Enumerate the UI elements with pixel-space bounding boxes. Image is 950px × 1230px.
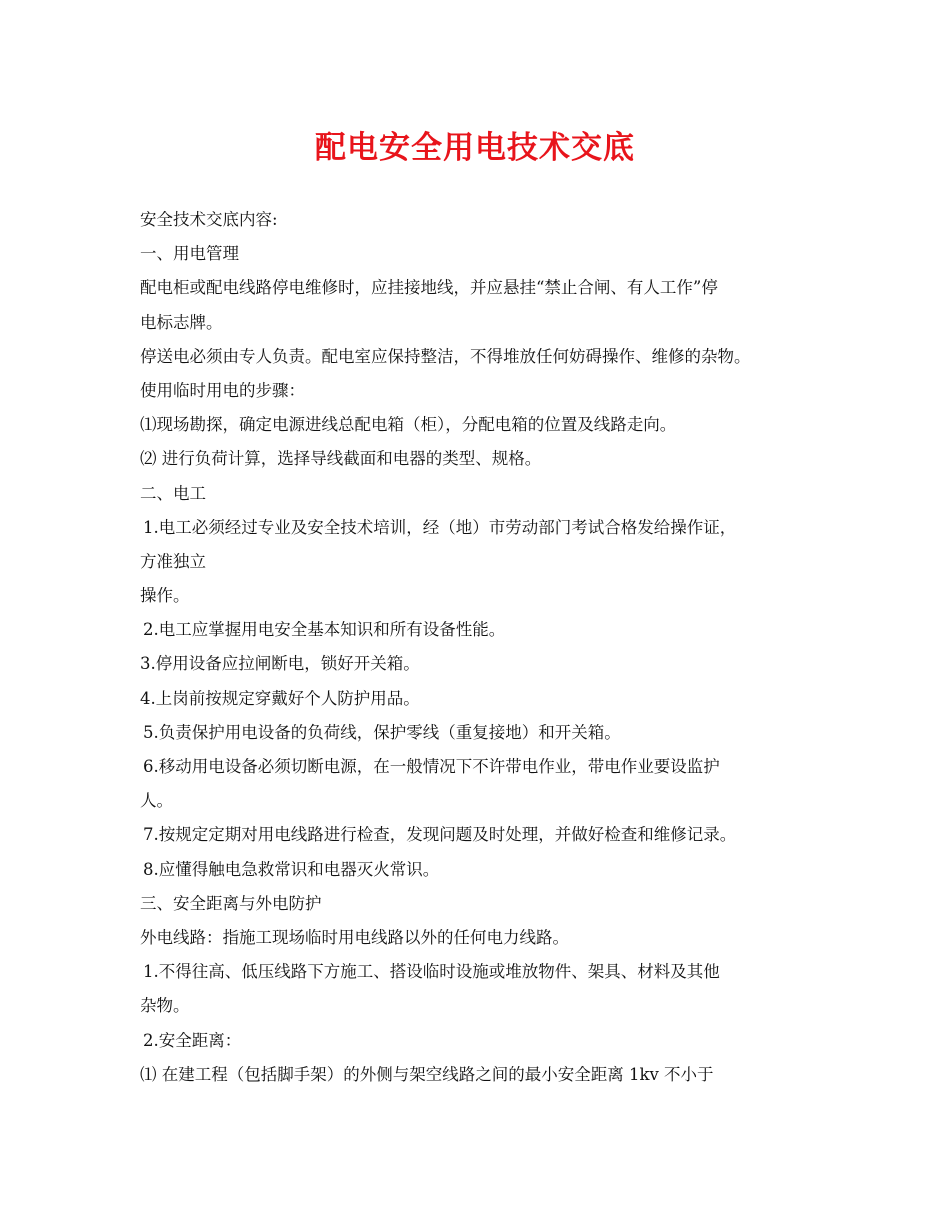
body-line: 7.按规定定期对用电线路进行检查，发现问题及时处理，并做好检查和维修记录。 [143,825,737,845]
body-line: 5.负责保护用电设备的负荷线，保护零线（重复接地）和开关箱。 [143,722,621,742]
section-heading: 三、安全距离与外电防护 [140,893,322,913]
body-line: 配电柜或配电线路停电维修时，应挂接地线，并应悬挂“禁止合闸、有人工作”停 [140,278,718,298]
body-line: 停送电必须由专人负责。配电室应保持整洁，不得堆放任何妨碍操作、维修的杂物。 [140,346,751,366]
body-line: 6.移动用电设备必须切断电源，在一般情况下不许带电作业，带电作业要设监护 [143,757,720,776]
document-body [140,203,840,1092]
body-line: 操作。 [140,586,190,606]
body-line: 4.上岗前按规定穿戴好个人防护用品。 [140,688,420,708]
section-heading: 二、电工 [140,483,206,503]
body-line: 方准独立 [140,551,206,571]
body-line: ⑴ 在建工程（包括脚手架）的外侧与架空线路之间的最小安全距离 1kv 不小于 [140,1064,714,1084]
section-heading: 一、用电管理 [140,244,239,264]
body-line: 杂物。 [140,996,190,1016]
body-line: ⑴现场勘探，确定电源进线总配电箱（柜），分配电箱的位置及线路走向。 [140,415,677,435]
body-line: 1.不得往高、低压线路下方施工、搭设临时设施或堆放物件、架具、材料及其他 [143,962,720,982]
body-line: 2.电工应掌握用电安全基本知识和所有设备性能。 [143,620,506,640]
body-line: 8.应懂得触电急救常识和电器灭火常识。 [143,859,440,879]
body-line: ⑵ 进行负荷计算，选择导线截面和电器的类型、规格。 [140,449,542,469]
body-line: 安全技术交底内容: [140,210,278,229]
body-line: 外电线路：指施工现场临时用电线路以外的任何电力线路。 [140,927,569,947]
body-line: 2.安全距离： [143,1030,242,1050]
body-line: 电标志牌。 [140,312,223,332]
document-title: 配电安全用电技术交底 [315,130,635,166]
body-line: 1.电工必须经过专业及安全技术培训，经（地）市劳动部门考试合格发给操作证， [143,517,737,537]
body-line: 人。 [140,791,173,811]
body-line: 3.停用设备应拉闸断电，锁好开关箱。 [140,654,420,674]
body-line: 使用临时用电的步骤： [140,380,305,400]
